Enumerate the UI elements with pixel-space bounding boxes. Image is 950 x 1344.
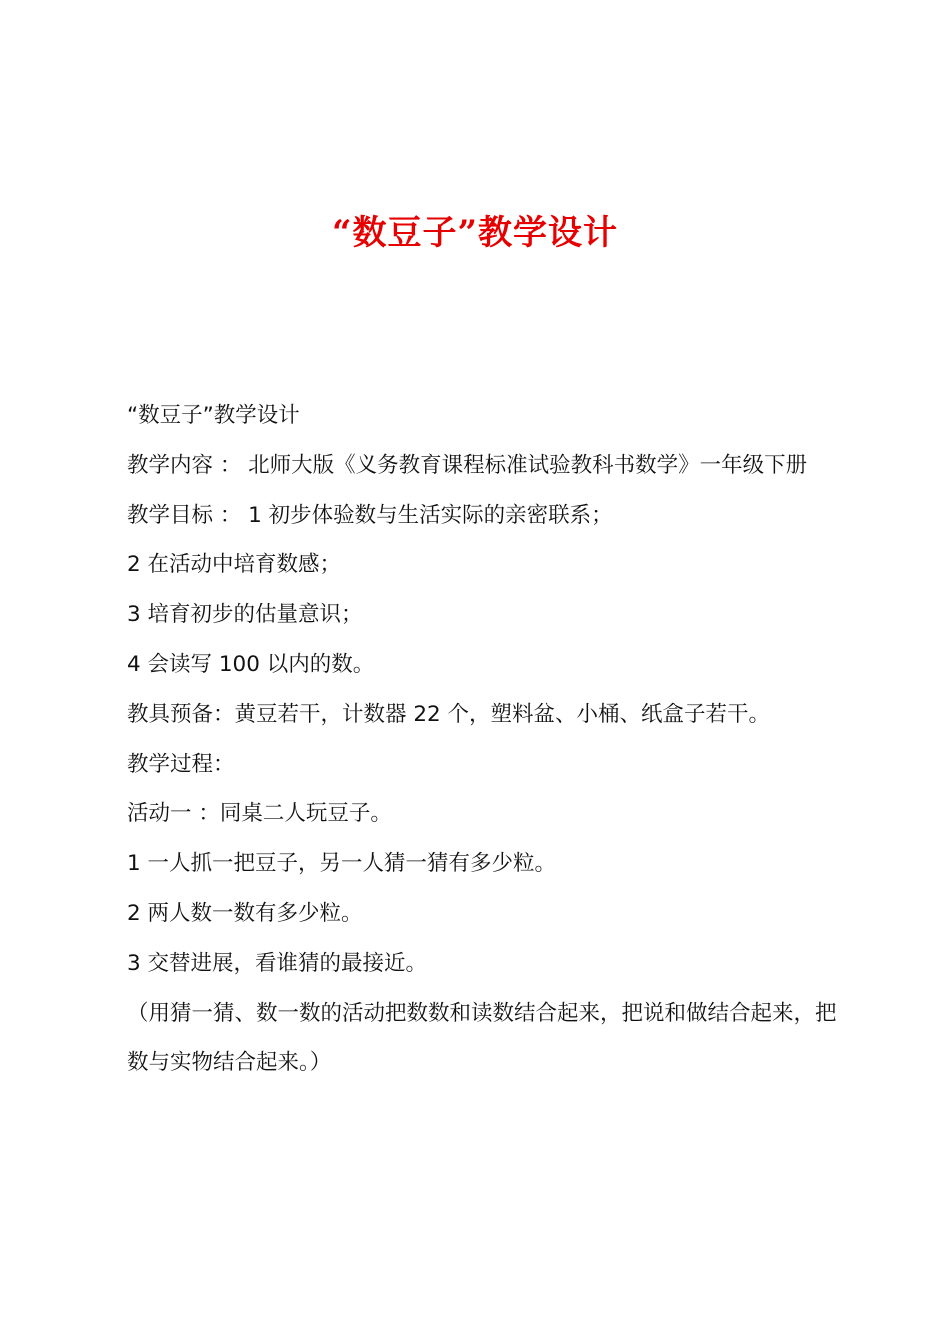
paragraph-activity-one: 活动一 ：同桌二人玩豆子。 [127, 801, 392, 827]
paragraph-teaching-aids: 教具预备：黄豆若干，计数器 22 个，塑料盆、小桶、纸盒子若干。 [127, 701, 771, 727]
paragraph-note: （用猜一猜、数一数的活动把数数和读数结合起来，把说和做结合起来，把数与实物结合起来。） [127, 1000, 837, 1076]
paragraph-teaching-goal-4: 4 会读写 100 以内的数。 [127, 651, 375, 677]
paragraph-subtitle: “数豆子”教学设计 [127, 403, 300, 428]
paragraph-teaching-process: 教学过程： [127, 751, 235, 777]
paragraph-step-1: 1 一人抓一把豆子，另一人猜一猜有多少粒。 [127, 851, 557, 877]
paragraph-teaching-goal-1: 教学目标 ： 1 初步体验数与生活实际的亲密联系； [127, 502, 613, 528]
paragraph-step-2: 2 两人数一数有多少粒。 [127, 900, 363, 926]
paragraph-teaching-content: 教学内容 ： 北师大版《义务教育课程标准试验教科书数学》一年级下册 [127, 452, 808, 478]
paragraph-step-3: 3 交替进展，看谁猜的最接近。 [127, 950, 428, 976]
paragraph-teaching-goal-3: 3 培育初步的估量意识； [127, 602, 363, 628]
document-body [127, 391, 837, 1088]
document-title: “数豆子”教学设计 [331, 213, 619, 253]
paragraph-teaching-goal-2: 2 在活动中培育数感； [127, 552, 342, 578]
